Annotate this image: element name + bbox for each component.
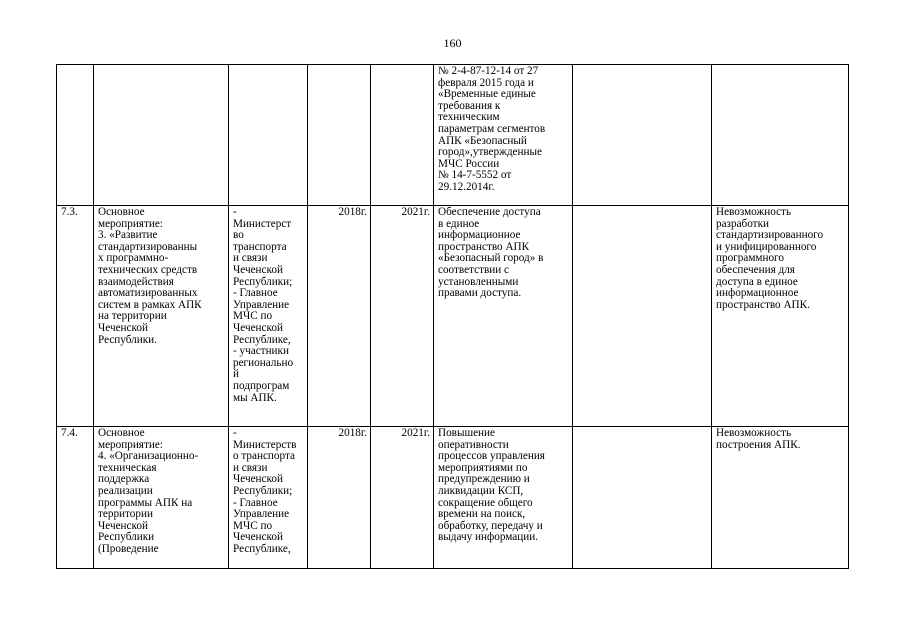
cell-line: мероприятие:	[98, 217, 163, 230]
cell-activity	[94, 206, 229, 427]
cell-line: город»,утвержденные	[438, 146, 542, 159]
cell-line: Чеченской	[233, 263, 283, 276]
cell-line: регионально	[233, 356, 294, 369]
cell-end: 2021г.	[371, 206, 434, 427]
cell-line: в единое	[438, 217, 480, 230]
cell-line: - Главное	[233, 287, 278, 300]
cell-consequences	[712, 65, 849, 206]
cell-line: поддержка	[98, 473, 150, 486]
cell-consequences	[712, 427, 849, 569]
cell-line: автоматизированных	[98, 287, 198, 300]
cell-line: Министерст	[233, 217, 292, 230]
cell-line: и связи	[233, 252, 268, 265]
cell-line: правами доступа.	[438, 287, 522, 300]
cell-line: требования к	[438, 99, 501, 112]
cell-num: 7.3.	[57, 206, 94, 427]
cell-start: 2018г.	[308, 206, 371, 427]
cell-executor	[229, 427, 308, 569]
cell-end: 2021г.	[371, 427, 434, 569]
cell-line: пространство АПК.	[716, 298, 810, 311]
cell-line: установленными	[438, 275, 519, 288]
cell-line: стандартизированного	[716, 229, 824, 242]
cell-line: Чеченской	[233, 473, 283, 486]
cell-line: Республики	[98, 531, 155, 544]
cell-consequences	[712, 206, 849, 427]
cell-line: «Безопасный город» в	[438, 252, 544, 265]
cell-line: Чеченской	[98, 321, 148, 334]
cell-line: и связи	[233, 461, 268, 474]
cell-line: доступа в единое	[716, 275, 798, 288]
cell-line: обработку, передачу и	[438, 519, 543, 532]
cell-line: мероприятиями по	[438, 461, 528, 474]
cell-line: Министерств	[233, 438, 297, 451]
cell-line: Республики;	[233, 275, 293, 288]
cell-line: транспорта	[233, 240, 287, 253]
cell-line: информационное	[716, 287, 799, 300]
cell-line: технических средств	[98, 263, 198, 276]
cell-line: мы АПК.	[233, 391, 277, 404]
cell-line: Чеченской	[98, 519, 148, 532]
cell-line: Республике,	[233, 333, 291, 346]
cell-activity	[94, 427, 229, 569]
cell-line: Невозможность	[716, 206, 792, 218]
cell-line: разработки	[716, 217, 769, 230]
cell-line: Основное	[98, 427, 145, 439]
cell-result	[434, 65, 573, 206]
cell-line: подпрограм	[233, 379, 290, 392]
cell-line: соответствии с	[438, 263, 509, 276]
cell-line: 4. «Организационно-	[98, 450, 199, 463]
cell-line: времени на поиск,	[438, 508, 526, 521]
cell-num	[57, 65, 94, 206]
cell-line: - Главное	[233, 496, 278, 509]
cell-line: Повышение	[438, 427, 495, 439]
cell-line: систем в рамках АПК	[98, 298, 202, 311]
cell-line: Управление	[233, 298, 290, 311]
cell-line: МЧС по	[233, 310, 273, 323]
cell-executor	[229, 206, 308, 427]
cell-line: (Проведение	[98, 542, 159, 555]
table-row-continued	[57, 65, 849, 206]
cell-line: информационное	[438, 229, 521, 242]
cell-line: Чеченской	[233, 531, 283, 544]
cell-line: выдачу информации.	[438, 531, 538, 544]
cell-activity	[94, 65, 229, 206]
cell-line: Республики.	[98, 333, 157, 346]
cell-line: - участники	[233, 345, 289, 358]
cell-line: пространство АПК	[438, 240, 530, 253]
cell-result	[434, 427, 573, 569]
cell-line: территории	[98, 508, 153, 521]
cell-line: Республики;	[233, 484, 293, 497]
table-body	[57, 65, 849, 569]
cell-relation	[573, 65, 712, 206]
cell-line: сокращение общего	[438, 496, 533, 509]
cell-line: № 14-7-5552 от	[438, 169, 512, 182]
cell-line: Республике,	[233, 542, 291, 555]
cell-relation	[573, 427, 712, 569]
cell-line: Невозможность	[716, 427, 792, 439]
cell-result	[434, 206, 573, 427]
page-number: 160	[443, 36, 462, 50]
table-row	[57, 206, 849, 427]
cell-line: 29.12.2014г.	[438, 180, 495, 193]
cell-line: «Временные единые	[438, 88, 536, 101]
cell-line: во	[233, 229, 244, 242]
cell-line: реализации	[98, 484, 153, 497]
cell-line: мероприятие:	[98, 438, 163, 451]
cell-line: о транспорта	[233, 450, 295, 463]
cell-line: 3. «Развитие	[98, 229, 158, 242]
cell-line: № 2-4-87-12-14 от 27	[438, 65, 539, 77]
measures-table	[56, 64, 849, 569]
cell-line: АПК «Безопасный	[438, 134, 527, 147]
cell-line: февраля 2015 года и	[438, 76, 534, 89]
cell-num: 7.4.	[57, 427, 94, 569]
cell-end	[371, 65, 434, 206]
cell-line: й	[233, 368, 239, 381]
cell-line: Управление	[233, 508, 290, 521]
cell-line: ликвидации КСП,	[438, 484, 524, 497]
cell-line: техническая	[98, 461, 157, 474]
cell-line: оперативности	[438, 438, 509, 451]
cell-line: Чеченской	[233, 321, 283, 334]
cell-line: стандартизированны	[98, 240, 198, 253]
cell-line: построения АПК.	[716, 438, 801, 451]
cell-line: Обеспечение доступа	[438, 206, 541, 218]
cell-line: и унифицированного	[716, 240, 817, 253]
cell-start: 2018г.	[308, 427, 371, 569]
cell-line: параметрам сегментов	[438, 122, 546, 135]
cell-line: -	[233, 427, 237, 439]
cell-relation	[573, 206, 712, 427]
table-row	[57, 427, 849, 569]
cell-line: -	[233, 206, 237, 218]
cell-line: предупреждению и	[438, 473, 530, 486]
cell-line: Основное	[98, 206, 145, 218]
cell-line: на территории	[98, 310, 167, 323]
cell-line: МЧС России	[438, 157, 500, 170]
cell-line: х программно-	[98, 252, 169, 265]
cell-executor	[229, 65, 308, 206]
cell-line: МЧС по	[233, 519, 273, 532]
cell-line: программного	[716, 252, 784, 265]
cell-line: обеспечения для	[716, 263, 795, 276]
cell-line: взаимодействия	[98, 275, 174, 288]
cell-line: процессов управления	[438, 450, 545, 463]
cell-line: программы АПК на	[98, 496, 193, 509]
cell-start	[308, 65, 371, 206]
cell-line: техническим	[438, 111, 500, 124]
